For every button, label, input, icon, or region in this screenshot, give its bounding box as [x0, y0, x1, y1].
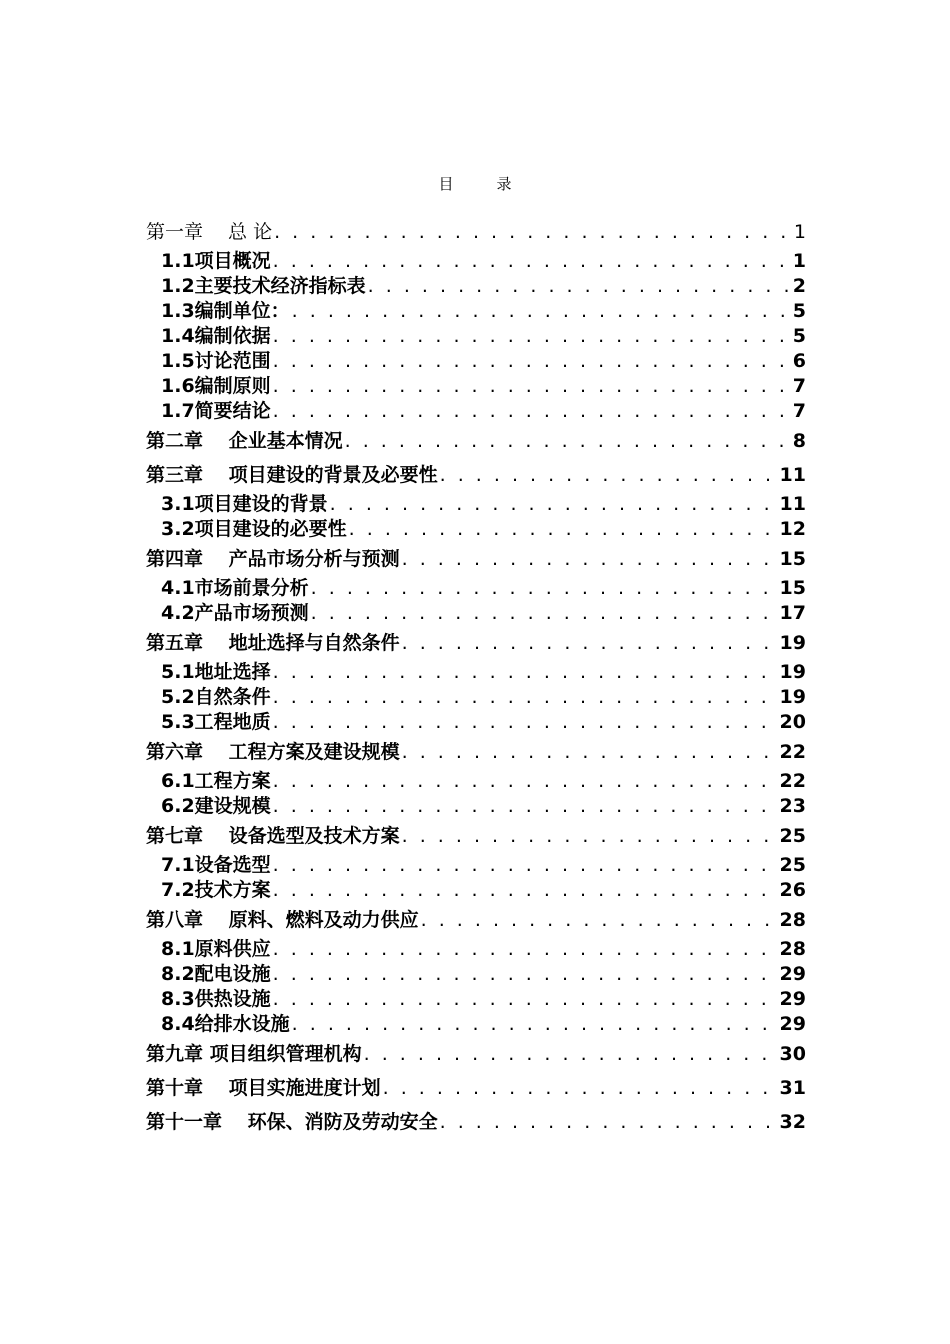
toc-entry-label: 第十章 项目实施进度计划	[146, 1077, 381, 1099]
toc-entry-page-number: 22	[779, 770, 806, 792]
toc-entry-page-number: 5	[792, 300, 806, 322]
dot-leader	[273, 710, 778, 735]
toc-chapter-entry[interactable]	[146, 542, 806, 576]
toc-entry-label: 3.1项目建设的背景	[161, 493, 328, 515]
dot-leader	[292, 1012, 778, 1037]
toc-section-entry[interactable]	[146, 685, 806, 710]
dot-leader	[273, 769, 778, 794]
toc-section-entry[interactable]	[146, 299, 806, 324]
toc-section-entry[interactable]	[146, 853, 806, 878]
toc-entry-label: 第十一章 环保、消防及劳动安全	[146, 1111, 438, 1133]
toc-section-entry[interactable]	[146, 274, 806, 299]
dot-leader	[345, 424, 791, 458]
dot-leader	[311, 576, 778, 601]
toc-entry-page-number: 11	[779, 493, 806, 515]
dot-leader	[402, 735, 778, 769]
toc-entry-label: 1.6编制原则	[161, 375, 271, 397]
toc-entry-label: 第四章 产品市场分析与预测	[146, 548, 400, 570]
toc-entry-page-number: 28	[779, 938, 806, 960]
toc-entry-page-number: 17	[779, 602, 806, 624]
toc-entry-page-number: 19	[779, 686, 806, 708]
toc-section-entry[interactable]	[146, 878, 806, 903]
toc-section-entry[interactable]	[146, 374, 806, 399]
toc-entry-page-number: 7	[792, 375, 806, 397]
toc-section-entry[interactable]	[146, 517, 806, 542]
dot-leader	[273, 794, 778, 819]
dot-leader	[273, 853, 778, 878]
dot-leader	[349, 517, 778, 542]
toc-entry-page-number: 28	[779, 909, 806, 931]
toc-section-entry[interactable]	[146, 660, 806, 685]
dot-leader	[292, 299, 791, 324]
toc-entry-label: 第一章 总 论	[146, 221, 273, 243]
toc-section-entry[interactable]	[146, 769, 806, 794]
toc-entry-page-number: 15	[779, 548, 806, 570]
dot-leader	[273, 249, 791, 274]
toc-entry-label: 第三章 项目建设的背景及必要性	[146, 464, 438, 486]
toc-section-entry[interactable]	[146, 937, 806, 962]
toc-entry-page-number: 1	[792, 250, 806, 272]
dot-leader	[273, 685, 778, 710]
toc-entry-label: 4.1市场前景分析	[161, 577, 309, 599]
toc-section-entry[interactable]	[146, 710, 806, 735]
toc-entry-label: 8.1原料供应	[161, 938, 271, 960]
toc-title: 目 录	[438, 175, 526, 193]
toc-section-entry[interactable]	[146, 349, 806, 374]
dot-leader	[383, 1071, 778, 1105]
toc-section-entry[interactable]	[146, 987, 806, 1012]
toc-entry-page-number: 8	[792, 430, 806, 452]
dot-leader	[273, 878, 778, 903]
toc-section-entry[interactable]	[146, 1012, 806, 1037]
toc-entry-label: 6.2建设规模	[161, 795, 271, 817]
toc-entry-label: 5.1地址选择	[161, 661, 271, 683]
toc-entry-label: 1.5讨论范围	[161, 350, 271, 372]
toc-entry-page-number: 15	[779, 577, 806, 599]
toc-entry-label: 第二章 企业基本情况	[146, 430, 343, 452]
toc-entry-label: 8.2配电设施	[161, 963, 271, 985]
toc-entry-label: 4.2产品市场预测	[161, 602, 309, 624]
dot-leader	[421, 903, 778, 937]
toc-entry-label: 3.2项目建设的必要性	[161, 518, 347, 540]
toc-entry-page-number: 1	[793, 221, 806, 243]
toc-chapter-entry[interactable]	[146, 424, 806, 458]
table-of-contents	[146, 215, 806, 1139]
toc-entry-page-number: 11	[779, 464, 806, 486]
toc-chapter-entry[interactable]	[146, 1105, 806, 1139]
dot-leader	[273, 987, 778, 1012]
toc-chapter-entry[interactable]	[146, 458, 806, 492]
dot-leader	[364, 1037, 778, 1071]
dot-leader	[440, 458, 778, 492]
toc-entry-page-number: 25	[779, 825, 806, 847]
toc-entry-page-number: 19	[779, 632, 806, 654]
toc-chapter-entry[interactable]	[146, 626, 806, 660]
dot-leader	[402, 819, 778, 853]
dot-leader	[273, 660, 778, 685]
toc-entry-page-number: 29	[779, 988, 806, 1010]
dot-leader	[274, 215, 792, 249]
toc-entry-label: 1.4编制依据	[161, 325, 271, 347]
toc-chapter-entry[interactable]	[146, 215, 806, 249]
toc-entry-label: 第六章 工程方案及建设规模	[146, 741, 400, 763]
toc-entry-label: 第八章 原料、燃料及动力供应	[146, 909, 419, 931]
toc-entry-page-number: 7	[792, 400, 806, 422]
toc-entry-label: 8.4给排水设施	[161, 1013, 290, 1035]
dot-leader	[273, 399, 791, 424]
toc-entry-page-number: 29	[779, 1013, 806, 1035]
toc-chapter-entry[interactable]	[146, 735, 806, 769]
toc-entry-label: 7.2技术方案	[161, 879, 271, 901]
toc-entry-label: 7.1设备选型	[161, 854, 271, 876]
toc-section-entry[interactable]	[146, 601, 806, 626]
toc-section-entry[interactable]	[146, 249, 806, 274]
toc-entry-label: 第五章 地址选择与自然条件	[146, 632, 400, 654]
dot-leader	[273, 937, 778, 962]
toc-chapter-entry[interactable]	[146, 1037, 806, 1071]
toc-entry-label: 1.3编制单位：	[161, 300, 290, 322]
toc-section-entry[interactable]	[146, 794, 806, 819]
toc-entry-label: 第七章 设备选型及技术方案	[146, 825, 400, 847]
toc-entry-page-number: 5	[792, 325, 806, 347]
toc-entry-page-number: 6	[792, 350, 806, 372]
toc-entry-label: 8.3供热设施	[161, 988, 271, 1010]
toc-section-entry[interactable]	[146, 492, 806, 517]
dot-leader	[273, 374, 791, 399]
toc-chapter-entry[interactable]	[146, 819, 806, 853]
toc-entry-page-number: 25	[779, 854, 806, 876]
dot-leader	[330, 492, 778, 517]
dot-leader	[273, 962, 778, 987]
toc-entry-page-number: 20	[779, 711, 806, 733]
toc-entry-page-number: 2	[792, 275, 806, 297]
toc-entry-label: 1.2主要技术经济指标表	[161, 275, 366, 297]
dot-leader	[368, 274, 791, 299]
toc-section-entry[interactable]	[146, 399, 806, 424]
toc-entry-page-number: 12	[779, 518, 806, 540]
dot-leader	[273, 324, 791, 349]
toc-entry-page-number: 29	[779, 963, 806, 985]
toc-entry-page-number: 23	[779, 795, 806, 817]
toc-entry-page-number: 32	[779, 1111, 806, 1133]
toc-entry-page-number: 30	[779, 1043, 806, 1065]
dot-leader	[402, 542, 778, 576]
toc-entry-page-number: 31	[779, 1077, 806, 1099]
toc-section-entry[interactable]	[146, 962, 806, 987]
toc-entry-label: 1.1项目概况	[161, 250, 271, 272]
toc-entry-page-number: 22	[779, 741, 806, 763]
toc-section-entry[interactable]	[146, 576, 806, 601]
toc-entry-page-number: 19	[779, 661, 806, 683]
toc-entry-label: 6.1工程方案	[161, 770, 271, 792]
toc-entry-label: 第九章 项目组织管理机构	[146, 1043, 362, 1065]
dot-leader	[402, 626, 778, 660]
toc-entry-page-number: 26	[779, 879, 806, 901]
toc-chapter-entry[interactable]	[146, 903, 806, 937]
dot-leader	[440, 1105, 778, 1139]
toc-entry-label: 5.3工程地质	[161, 711, 271, 733]
dot-leader	[273, 349, 791, 374]
toc-entry-label: 5.2自然条件	[161, 686, 271, 708]
dot-leader	[311, 601, 778, 626]
toc-entry-label: 1.7简要结论	[161, 400, 271, 422]
toc-section-entry[interactable]	[146, 324, 806, 349]
toc-chapter-entry[interactable]	[146, 1071, 806, 1105]
